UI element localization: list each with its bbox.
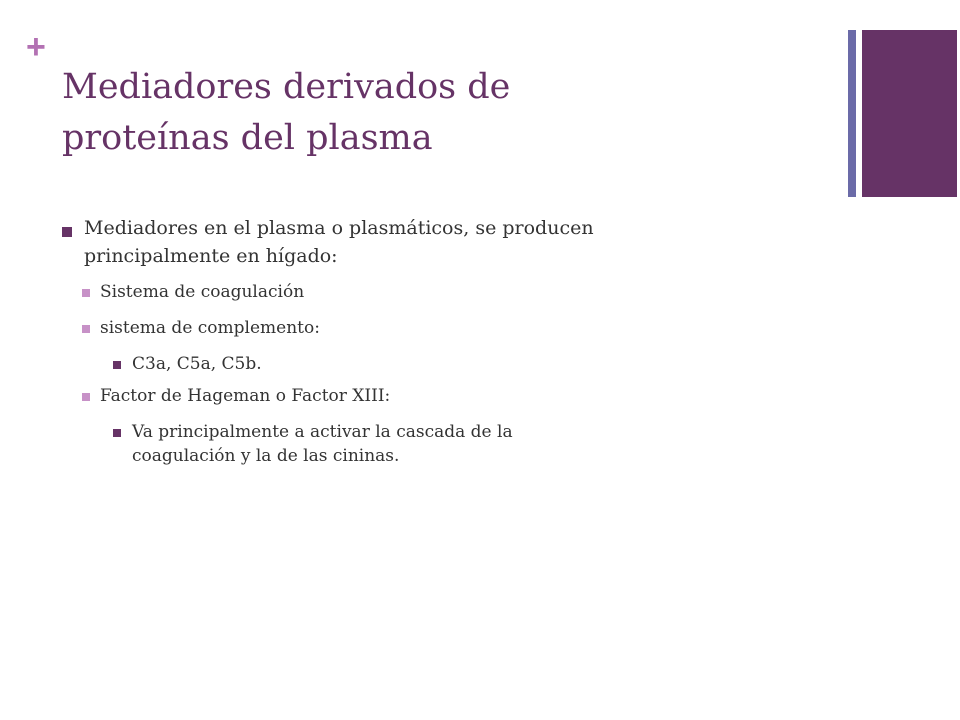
square-bullet-icon (113, 361, 121, 369)
bullet-text: Sistema de coagulación (100, 282, 305, 302)
bullet-item-level1 (62, 214, 782, 270)
bullet-item-level2 (62, 280, 782, 304)
square-bullet-icon (82, 325, 90, 333)
decorative-bar-thin (848, 30, 856, 197)
bullet-text: C3a, C5a, C5b. (132, 354, 262, 374)
plus-icon: + (26, 28, 46, 66)
slide-title (62, 62, 782, 164)
bullet-text: sistema de complemento: (100, 318, 320, 338)
square-bullet-icon (82, 393, 90, 401)
slide-body (62, 214, 782, 476)
bullet-item-level3 (62, 352, 782, 376)
bullet-text-line-1: Va principalmente a activar la cascada de la (132, 422, 513, 442)
square-bullet-icon (62, 227, 72, 237)
decorative-bar-thick (862, 30, 957, 197)
bullet-item-level2 (62, 384, 782, 408)
bullet-item-level2 (62, 316, 782, 340)
square-bullet-icon (82, 289, 90, 297)
bullet-text-line-2: coagulación y la de las cininas. (132, 446, 400, 466)
bullet-text-line-2: principalmente en hígado: (84, 245, 338, 267)
title-line-1: Mediadores derivados de (62, 67, 511, 107)
square-bullet-icon (113, 429, 121, 437)
bullet-text: Factor de Hageman o Factor XIII: (100, 386, 391, 406)
bullet-text-line-1: Mediadores en el plasma o plasmáticos, se producen (84, 217, 594, 239)
bullet-item-level3 (62, 420, 782, 468)
title-line-2: proteínas del plasma (62, 118, 433, 158)
